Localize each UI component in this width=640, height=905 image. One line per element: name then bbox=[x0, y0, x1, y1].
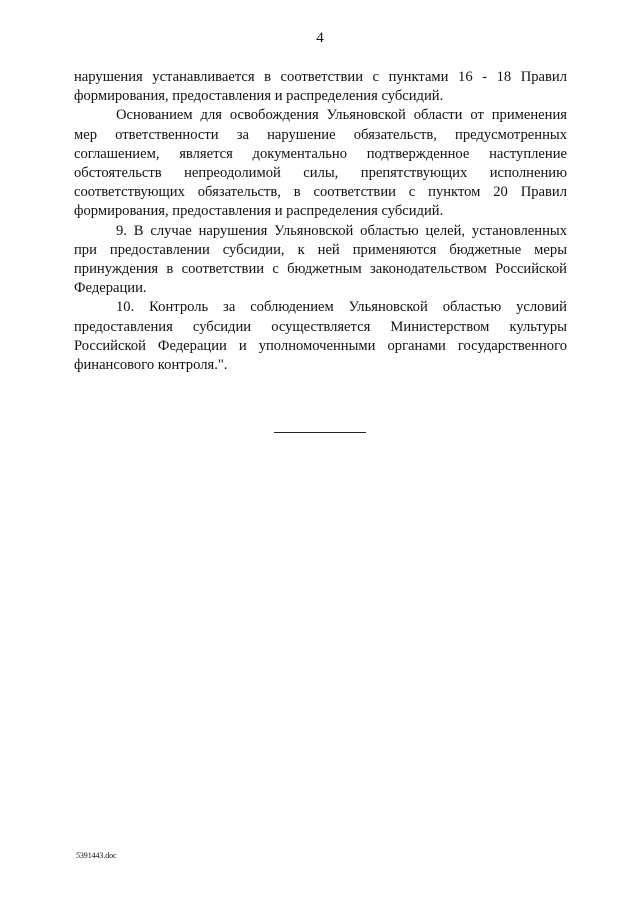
page-number: 4 bbox=[316, 30, 324, 46]
paragraph-exemption: Основанием для освобождения Ульяновской области от применения мер ответственности за нарушение обязательств, предусмотренных соглашением, является документально подтвержденное наступление обстоятельств непреодолимой силы, препятствующих исполнению соответствующих обязательств, в соответствии с пунктом 20 Правил формирования, предоставления и распределения субсидий. bbox=[74, 107, 567, 220]
paragraph-item-9: 9. В случае нарушения Ульяновской областью целей, установленных при предоставлении субсидии, к ней применяются бюджетные меры принуждения в соответствии с бюджетным законодательством Российской Федерации. bbox=[74, 222, 567, 297]
paragraph-continuation: нарушения устанавливается в соответствии с пунктами 16 - 18 Правил формирования, предоставления и распределения субсидий. bbox=[74, 69, 567, 105]
document-body bbox=[74, 68, 567, 375]
paragraph-item-10: 10. Контроль за соблюдением Ульяновской областью условий предоставления субсидии осуществляется Министерством культуры Российской Федерации и уполномоченными органами государственного финансового контроля.". bbox=[74, 299, 567, 374]
end-separator-line bbox=[274, 432, 366, 433]
footer-file-name: 5391443.doc bbox=[76, 851, 117, 860]
